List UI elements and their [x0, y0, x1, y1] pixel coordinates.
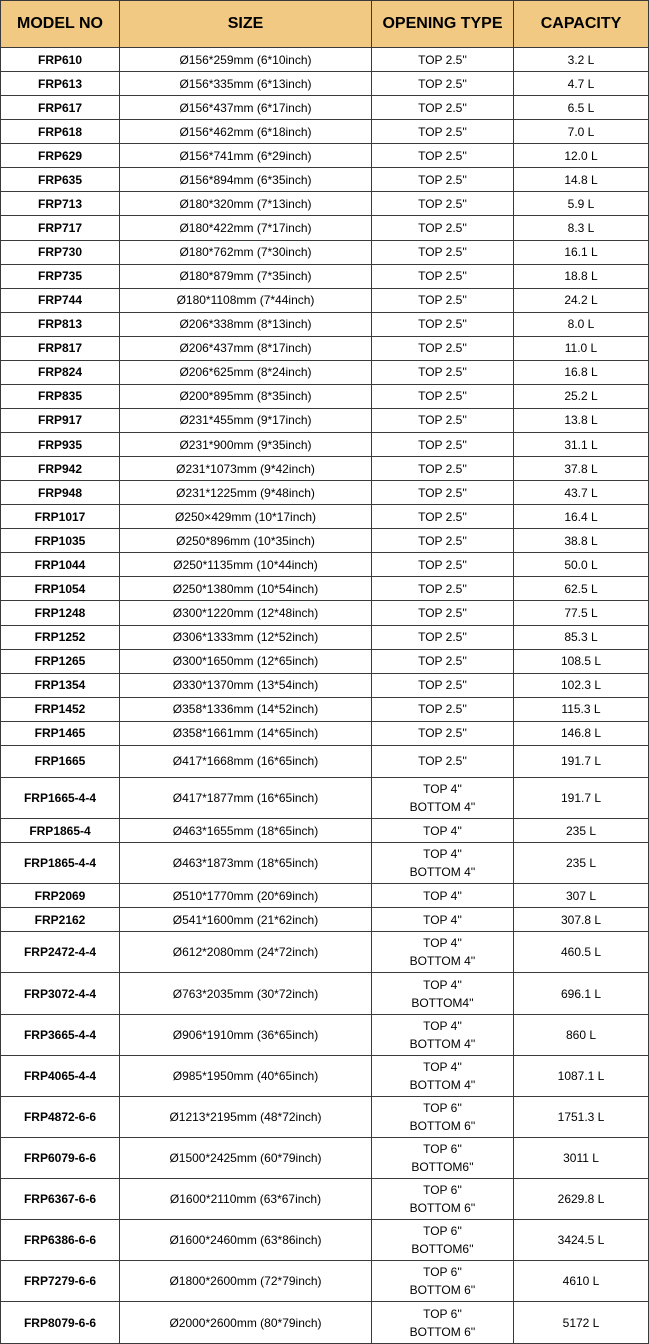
- opening-line: TOP 2.5'': [418, 52, 467, 67]
- capacity-cell: 24.2 L: [514, 288, 649, 312]
- table-row: [1, 360, 649, 384]
- table-row: [1, 973, 649, 1014]
- model-cell: FRP2472-4-4: [1, 932, 120, 973]
- table-row: [1, 1261, 649, 1302]
- opening-cell: [372, 843, 514, 884]
- size-cell: Ø417*1668mm (16*65inch): [120, 745, 372, 777]
- opening-line: TOP 2.5'': [418, 654, 467, 669]
- table-row: [1, 577, 649, 601]
- model-cell: FRP635: [1, 168, 120, 192]
- size-cell: Ø510*1770mm (20*69inch): [120, 884, 372, 908]
- opening-cell: [372, 96, 514, 120]
- opening-cell: [372, 384, 514, 408]
- table-row: [1, 1055, 649, 1096]
- opening-line: BOTTOM4'': [411, 995, 474, 1010]
- model-cell: FRP1017: [1, 505, 120, 529]
- table-row: [1, 505, 649, 529]
- opening-line: BOTTOM 6'': [409, 1201, 476, 1216]
- table-row: [1, 72, 649, 96]
- capacity-cell: 85.3 L: [514, 625, 649, 649]
- model-cell: FRP618: [1, 120, 120, 144]
- table-row: [1, 96, 649, 120]
- model-cell: FRP942: [1, 457, 120, 481]
- opening-line: BOTTOM 4'': [409, 865, 476, 880]
- capacity-cell: 50.0 L: [514, 553, 649, 577]
- opening-cell: [372, 577, 514, 601]
- size-cell: Ø156*437mm (6*17inch): [120, 96, 372, 120]
- capacity-cell: 8.0 L: [514, 312, 649, 336]
- opening-cell: [372, 216, 514, 240]
- opening-line: TOP 2.5'': [418, 293, 467, 308]
- capacity-cell: 14.8 L: [514, 168, 649, 192]
- size-cell: Ø250×429mm (10*17inch): [120, 505, 372, 529]
- table-row: [1, 908, 649, 932]
- size-cell: Ø250*896mm (10*35inch): [120, 529, 372, 553]
- opening-line: TOP 2.5'': [418, 389, 467, 404]
- model-cell: FRP6386-6-6: [1, 1220, 120, 1261]
- opening-line: TOP 2.5'': [418, 509, 467, 524]
- opening-cell: [372, 457, 514, 481]
- model-cell: FRP713: [1, 192, 120, 216]
- table-row: [1, 457, 649, 481]
- size-cell: Ø906*1910mm (36*65inch): [120, 1014, 372, 1055]
- opening-line: TOP 4'': [423, 1059, 462, 1074]
- model-cell: FRP1054: [1, 577, 120, 601]
- opening-line: TOP 2.5'': [418, 341, 467, 356]
- capacity-cell: 2629.8 L: [514, 1179, 649, 1220]
- opening-cell: [372, 1014, 514, 1055]
- capacity-cell: 235 L: [514, 819, 649, 843]
- size-cell: Ø156*259mm (6*10inch): [120, 48, 372, 72]
- size-cell: Ø330*1370mm (13*54inch): [120, 673, 372, 697]
- table-row: [1, 433, 649, 457]
- capacity-cell: 696.1 L: [514, 973, 649, 1014]
- model-cell: FRP1452: [1, 697, 120, 721]
- opening-cell: [372, 884, 514, 908]
- opening-cell: [372, 819, 514, 843]
- opening-cell: [372, 1096, 514, 1137]
- size-cell: Ø1800*2600mm (72*79inch): [120, 1261, 372, 1302]
- opening-line: BOTTOM 4'': [409, 954, 476, 969]
- capacity-cell: 115.3 L: [514, 697, 649, 721]
- opening-line: TOP 2.5'': [418, 581, 467, 596]
- opening-line: BOTTOM 4'': [409, 1077, 476, 1092]
- header-capacity: CAPACITY: [514, 1, 649, 48]
- size-cell: Ø156*335mm (6*13inch): [120, 72, 372, 96]
- size-cell: Ø1213*2195mm (48*72inch): [120, 1096, 372, 1137]
- model-cell: FRP629: [1, 144, 120, 168]
- capacity-cell: 1751.3 L: [514, 1096, 649, 1137]
- model-cell: FRP617: [1, 96, 120, 120]
- opening-cell: [372, 1261, 514, 1302]
- capacity-cell: 4610 L: [514, 1261, 649, 1302]
- capacity-cell: 3.2 L: [514, 48, 649, 72]
- size-cell: Ø358*1336mm (14*52inch): [120, 697, 372, 721]
- opening-line: TOP 2.5'': [418, 269, 467, 284]
- capacity-cell: 5172 L: [514, 1302, 649, 1344]
- opening-line: TOP 2.5'': [418, 365, 467, 380]
- table-row: [1, 884, 649, 908]
- table-row: [1, 312, 649, 336]
- table-row: [1, 1179, 649, 1220]
- opening-line: TOP 4'': [423, 977, 462, 992]
- table-row: [1, 625, 649, 649]
- opening-cell: [372, 1137, 514, 1178]
- opening-cell: [372, 973, 514, 1014]
- opening-line: TOP 6'': [423, 1306, 462, 1321]
- table-body: [1, 48, 649, 1344]
- table-row: [1, 697, 649, 721]
- opening-line: TOP 2.5'': [418, 413, 467, 428]
- model-cell: FRP1044: [1, 553, 120, 577]
- opening-cell: [372, 673, 514, 697]
- opening-line: BOTTOM6'': [411, 1242, 474, 1257]
- capacity-cell: 3424.5 L: [514, 1220, 649, 1261]
- model-cell: FRP735: [1, 264, 120, 288]
- capacity-cell: 108.5 L: [514, 649, 649, 673]
- size-cell: Ø200*895mm (8*35inch): [120, 384, 372, 408]
- opening-cell: [372, 745, 514, 777]
- model-cell: FRP610: [1, 48, 120, 72]
- capacity-cell: 16.8 L: [514, 360, 649, 384]
- capacity-cell: 16.1 L: [514, 240, 649, 264]
- table-row: [1, 48, 649, 72]
- model-cell: FRP7279-6-6: [1, 1261, 120, 1302]
- opening-line: TOP 2.5'': [418, 461, 467, 476]
- size-cell: Ø250*1380mm (10*54inch): [120, 577, 372, 601]
- size-cell: Ø180*422mm (7*17inch): [120, 216, 372, 240]
- model-cell: FRP6367-6-6: [1, 1179, 120, 1220]
- capacity-cell: 1087.1 L: [514, 1055, 649, 1096]
- model-cell: FRP1865-4-4: [1, 843, 120, 884]
- opening-line: TOP 6'': [423, 1265, 462, 1280]
- opening-line: TOP 2.5'': [418, 76, 467, 91]
- opening-line: TOP 2.5'': [418, 437, 467, 452]
- opening-line: TOP 4'': [423, 936, 462, 951]
- capacity-cell: 25.2 L: [514, 384, 649, 408]
- model-cell: FRP835: [1, 384, 120, 408]
- opening-cell: [372, 1302, 514, 1344]
- capacity-cell: 31.1 L: [514, 433, 649, 457]
- opening-line: TOP 2.5'': [418, 148, 467, 163]
- capacity-cell: 307.8 L: [514, 908, 649, 932]
- opening-line: TOP 4'': [423, 888, 462, 903]
- table-row: [1, 1220, 649, 1261]
- size-cell: Ø1600*2110mm (63*67inch): [120, 1179, 372, 1220]
- model-cell: FRP3072-4-4: [1, 973, 120, 1014]
- table-row: [1, 216, 649, 240]
- table-row: [1, 240, 649, 264]
- opening-line: TOP 2.5'': [418, 196, 467, 211]
- size-cell: Ø2000*2600mm (80*79inch): [120, 1302, 372, 1344]
- opening-line: TOP 2.5'': [418, 100, 467, 115]
- table-row: [1, 1302, 649, 1344]
- opening-cell: [372, 505, 514, 529]
- opening-cell: [372, 932, 514, 973]
- table-row: [1, 192, 649, 216]
- capacity-cell: 235 L: [514, 843, 649, 884]
- capacity-cell: 18.8 L: [514, 264, 649, 288]
- size-cell: Ø541*1600mm (21*62inch): [120, 908, 372, 932]
- opening-cell: [372, 697, 514, 721]
- capacity-cell: 102.3 L: [514, 673, 649, 697]
- size-cell: Ø206*437mm (8*17inch): [120, 336, 372, 360]
- opening-line: TOP 4'': [423, 847, 462, 862]
- opening-cell: [372, 481, 514, 505]
- opening-line: TOP 4'': [423, 781, 462, 796]
- opening-line: TOP 2.5'': [418, 726, 467, 741]
- opening-cell: [372, 120, 514, 144]
- size-cell: Ø180*1108mm (7*44inch): [120, 288, 372, 312]
- opening-cell: [372, 1055, 514, 1096]
- model-cell: FRP717: [1, 216, 120, 240]
- capacity-cell: 7.0 L: [514, 120, 649, 144]
- capacity-cell: 5.9 L: [514, 192, 649, 216]
- capacity-cell: 62.5 L: [514, 577, 649, 601]
- opening-line: TOP 2.5'': [418, 533, 467, 548]
- size-cell: Ø156*741mm (6*29inch): [120, 144, 372, 168]
- table-row: [1, 553, 649, 577]
- opening-line: TOP 2.5'': [418, 172, 467, 187]
- opening-cell: [372, 48, 514, 72]
- size-cell: Ø156*462mm (6*18inch): [120, 120, 372, 144]
- opening-cell: [372, 336, 514, 360]
- model-cell: FRP1252: [1, 625, 120, 649]
- opening-cell: [372, 721, 514, 745]
- size-cell: Ø206*625mm (8*24inch): [120, 360, 372, 384]
- opening-line: TOP 4'': [423, 912, 462, 927]
- opening-cell: [372, 908, 514, 932]
- opening-line: BOTTOM6'': [411, 1160, 474, 1175]
- size-cell: Ø612*2080mm (24*72inch): [120, 932, 372, 973]
- table-row: [1, 264, 649, 288]
- opening-line: TOP 4'': [423, 823, 462, 838]
- table-row: [1, 932, 649, 973]
- opening-cell: [372, 168, 514, 192]
- capacity-cell: 146.8 L: [514, 721, 649, 745]
- model-cell: FRP2162: [1, 908, 120, 932]
- model-cell: FRP948: [1, 481, 120, 505]
- opening-cell: [372, 649, 514, 673]
- capacity-cell: 38.8 L: [514, 529, 649, 553]
- model-cell: FRP8079-6-6: [1, 1302, 120, 1344]
- opening-line: TOP 4'': [423, 1018, 462, 1033]
- opening-cell: [372, 553, 514, 577]
- capacity-cell: 307 L: [514, 884, 649, 908]
- opening-cell: [372, 529, 514, 553]
- opening-line: BOTTOM 6'': [409, 1118, 476, 1133]
- opening-cell: [372, 625, 514, 649]
- opening-line: TOP 2.5'': [418, 124, 467, 139]
- model-cell: FRP1248: [1, 601, 120, 625]
- size-cell: Ø231*1225mm (9*48inch): [120, 481, 372, 505]
- opening-cell: [372, 72, 514, 96]
- size-cell: Ø206*338mm (8*13inch): [120, 312, 372, 336]
- capacity-cell: 460.5 L: [514, 932, 649, 973]
- header-model-no: MODEL NO: [1, 1, 120, 48]
- size-cell: Ø300*1220mm (12*48inch): [120, 601, 372, 625]
- opening-line: TOP 2.5'': [418, 702, 467, 717]
- model-cell: FRP730: [1, 240, 120, 264]
- model-cell: FRP6079-6-6: [1, 1137, 120, 1178]
- table-row: [1, 168, 649, 192]
- size-cell: Ø463*1655mm (18*65inch): [120, 819, 372, 843]
- opening-cell: [372, 408, 514, 432]
- table-row: [1, 601, 649, 625]
- table-row: [1, 384, 649, 408]
- opening-cell: [372, 777, 514, 818]
- table-row: [1, 777, 649, 818]
- table-row: [1, 673, 649, 697]
- capacity-cell: 16.4 L: [514, 505, 649, 529]
- table-row: [1, 481, 649, 505]
- opening-cell: [372, 264, 514, 288]
- table-row: [1, 529, 649, 553]
- opening-line: BOTTOM 6'': [409, 1283, 476, 1298]
- model-cell: FRP1265: [1, 649, 120, 673]
- opening-cell: [372, 288, 514, 312]
- size-cell: Ø306*1333mm (12*52inch): [120, 625, 372, 649]
- size-cell: Ø250*1135mm (10*44inch): [120, 553, 372, 577]
- size-cell: Ø231*900mm (9*35inch): [120, 433, 372, 457]
- model-cell: FRP1865-4: [1, 819, 120, 843]
- table-row: [1, 1137, 649, 1178]
- model-cell: FRP4065-4-4: [1, 1055, 120, 1096]
- table-row: [1, 1096, 649, 1137]
- capacity-cell: 191.7 L: [514, 777, 649, 818]
- model-cell: FRP4872-6-6: [1, 1096, 120, 1137]
- table-row: [1, 819, 649, 843]
- size-cell: Ø180*762mm (7*30inch): [120, 240, 372, 264]
- opening-line: TOP 6'': [423, 1100, 462, 1115]
- opening-line: TOP 6'': [423, 1224, 462, 1239]
- size-cell: Ø417*1877mm (16*65inch): [120, 777, 372, 818]
- table-row: [1, 1014, 649, 1055]
- size-cell: Ø231*455mm (9*17inch): [120, 408, 372, 432]
- capacity-cell: 77.5 L: [514, 601, 649, 625]
- opening-line: TOP 2.5'': [418, 220, 467, 235]
- capacity-cell: 12.0 L: [514, 144, 649, 168]
- table-row: [1, 843, 649, 884]
- opening-line: TOP 2.5'': [418, 630, 467, 645]
- opening-cell: [372, 240, 514, 264]
- model-cell: FRP1665: [1, 745, 120, 777]
- opening-cell: [372, 433, 514, 457]
- model-cell: FRP813: [1, 312, 120, 336]
- model-cell: FRP2069: [1, 884, 120, 908]
- table-row: [1, 745, 649, 777]
- capacity-cell: 191.7 L: [514, 745, 649, 777]
- size-cell: Ø763*2035mm (30*72inch): [120, 973, 372, 1014]
- opening-line: TOP 2.5'': [418, 557, 467, 572]
- size-cell: Ø358*1661mm (14*65inch): [120, 721, 372, 745]
- opening-cell: [372, 144, 514, 168]
- size-cell: Ø180*879mm (7*35inch): [120, 264, 372, 288]
- capacity-cell: 43.7 L: [514, 481, 649, 505]
- model-cell: FRP935: [1, 433, 120, 457]
- capacity-cell: 4.7 L: [514, 72, 649, 96]
- opening-line: TOP 6'': [423, 1183, 462, 1198]
- size-cell: Ø180*320mm (7*13inch): [120, 192, 372, 216]
- table-row: [1, 336, 649, 360]
- opening-cell: [372, 312, 514, 336]
- capacity-cell: 13.8 L: [514, 408, 649, 432]
- size-cell: Ø156*894mm (6*35inch): [120, 168, 372, 192]
- model-cell: FRP817: [1, 336, 120, 360]
- header-size: SIZE: [120, 1, 372, 48]
- opening-line: TOP 2.5'': [418, 245, 467, 260]
- table-row: [1, 144, 649, 168]
- capacity-cell: 11.0 L: [514, 336, 649, 360]
- table-row: [1, 721, 649, 745]
- model-cell: FRP3665-4-4: [1, 1014, 120, 1055]
- capacity-cell: 8.3 L: [514, 216, 649, 240]
- size-cell: Ø1500*2425mm (60*79inch): [120, 1137, 372, 1178]
- size-cell: Ø985*1950mm (40*65inch): [120, 1055, 372, 1096]
- header-opening-type: OPENING TYPE: [372, 1, 514, 48]
- model-cell: FRP1665-4-4: [1, 777, 120, 818]
- opening-line: TOP 2.5'': [418, 605, 467, 620]
- opening-line: BOTTOM 4'': [409, 799, 476, 814]
- table-row: [1, 120, 649, 144]
- opening-line: TOP 2.5'': [418, 485, 467, 500]
- capacity-cell: 3011 L: [514, 1137, 649, 1178]
- model-cell: FRP917: [1, 408, 120, 432]
- opening-line: TOP 2.5'': [418, 317, 467, 332]
- model-cell: FRP1354: [1, 673, 120, 697]
- opening-line: BOTTOM 4'': [409, 1036, 476, 1051]
- capacity-cell: 37.8 L: [514, 457, 649, 481]
- model-cell: FRP1035: [1, 529, 120, 553]
- model-cell: FRP744: [1, 288, 120, 312]
- capacity-cell: 860 L: [514, 1014, 649, 1055]
- opening-line: TOP 2.5'': [418, 678, 467, 693]
- model-cell: FRP613: [1, 72, 120, 96]
- capacity-cell: 6.5 L: [514, 96, 649, 120]
- model-cell: FRP824: [1, 360, 120, 384]
- opening-line: BOTTOM 6'': [409, 1324, 476, 1339]
- opening-cell: [372, 192, 514, 216]
- opening-cell: [372, 1179, 514, 1220]
- opening-line: TOP 2.5'': [418, 754, 467, 769]
- opening-cell: [372, 1220, 514, 1261]
- model-cell: FRP1465: [1, 721, 120, 745]
- size-cell: Ø231*1073mm (9*42inch): [120, 457, 372, 481]
- size-cell: Ø1600*2460mm (63*86inch): [120, 1220, 372, 1261]
- opening-line: TOP 6'': [423, 1142, 462, 1157]
- opening-cell: [372, 360, 514, 384]
- size-cell: Ø463*1873mm (18*65inch): [120, 843, 372, 884]
- table-row: [1, 288, 649, 312]
- table-row: [1, 408, 649, 432]
- table-row: [1, 649, 649, 673]
- opening-cell: [372, 601, 514, 625]
- size-cell: Ø300*1650mm (12*65inch): [120, 649, 372, 673]
- header-row: [1, 1, 649, 48]
